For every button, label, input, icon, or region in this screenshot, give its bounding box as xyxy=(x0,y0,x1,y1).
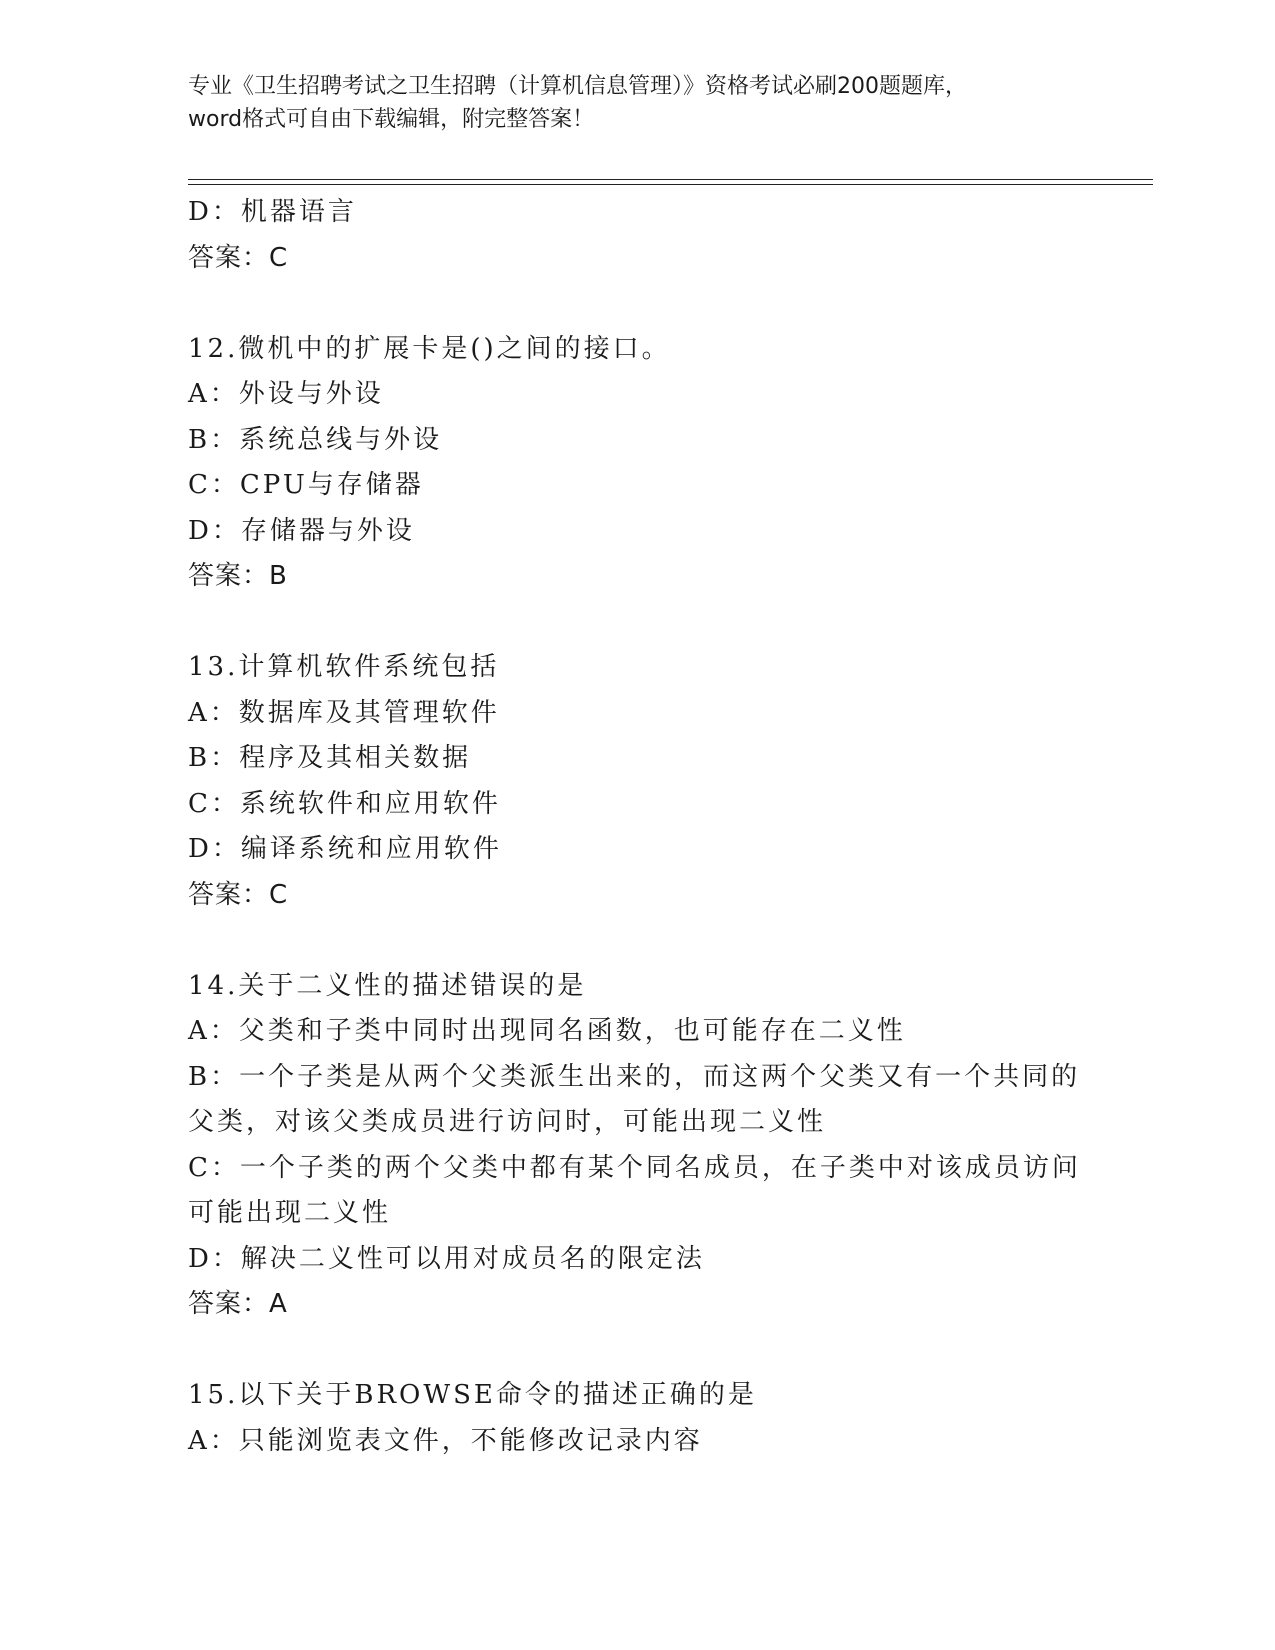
q14-option-b-line-2: 父类，对该父类成员进行访问时，可能出现二义性 xyxy=(188,1107,827,1137)
header-line-1: 专业《卫生招聘考试之卫生招聘（计算机信息管理）》资格考试必刷200题题库， xyxy=(188,74,967,99)
question-list xyxy=(188,190,1088,1464)
q14-option-d: D：解决二义性可以用对成员名的限定法 xyxy=(188,1243,705,1274)
header-divider-bottom xyxy=(188,184,1153,185)
spacer xyxy=(188,600,1088,646)
q12-option-d: D：存储器与外设 xyxy=(188,515,415,546)
q11-answer: 答案：C xyxy=(188,242,289,273)
q14-option-b-line-1: B：一个子类是从两个父类派生出来的，而这两个父类又有一个共同的 xyxy=(188,1061,1081,1092)
q12-option-c: C：CPU与存储器 xyxy=(188,470,424,500)
q14-stem: 14.关于二义性的描述错误的是 xyxy=(188,970,587,1001)
q14-answer: 答案：A xyxy=(188,1289,288,1319)
page-header xyxy=(188,70,1088,136)
q13-option-d: D：编译系统和应用软件 xyxy=(188,834,502,864)
q13-option-c: C：系统软件和应用软件 xyxy=(188,788,501,819)
q14-option-c-line-1: C：一个子类的两个父类中都有某个同名成员，在子类中对该成员访问 xyxy=(188,1152,1081,1183)
q14-option-c-line-2: 可能出现二义性 xyxy=(188,1198,392,1228)
spacer xyxy=(188,281,1088,327)
q12-option-b: B：系统总线与外设 xyxy=(188,424,443,455)
q13-option-b: B：程序及其相关数据 xyxy=(188,743,472,773)
q11-option-d: D：机器语言 xyxy=(188,197,357,227)
q15-stem: 15.以下关于BROWSE命令的描述正确的是 xyxy=(188,1380,757,1410)
q13-answer: 答案：C xyxy=(188,879,289,910)
q14-option-a: A：父类和子类中同时出现同名函数，也可能存在二义性 xyxy=(188,1016,906,1046)
q13-stem: 13.计算机软件系统包括 xyxy=(188,652,500,682)
q15-option-a: A：只能浏览表文件，不能修改记录内容 xyxy=(188,1425,703,1456)
spacer xyxy=(188,918,1088,964)
q12-stem: 12.微机中的扩展卡是()之间的接口。 xyxy=(188,333,671,364)
header-divider-top xyxy=(188,179,1153,180)
spacer xyxy=(188,1328,1088,1374)
header-line-2: word格式可自由下载编辑，附完整答案！ xyxy=(188,107,595,132)
q12-option-a: A：外设与外设 xyxy=(188,379,384,409)
q13-option-a: A：数据库及其管理软件 xyxy=(188,697,500,728)
q12-answer: 答案：B xyxy=(188,561,288,591)
